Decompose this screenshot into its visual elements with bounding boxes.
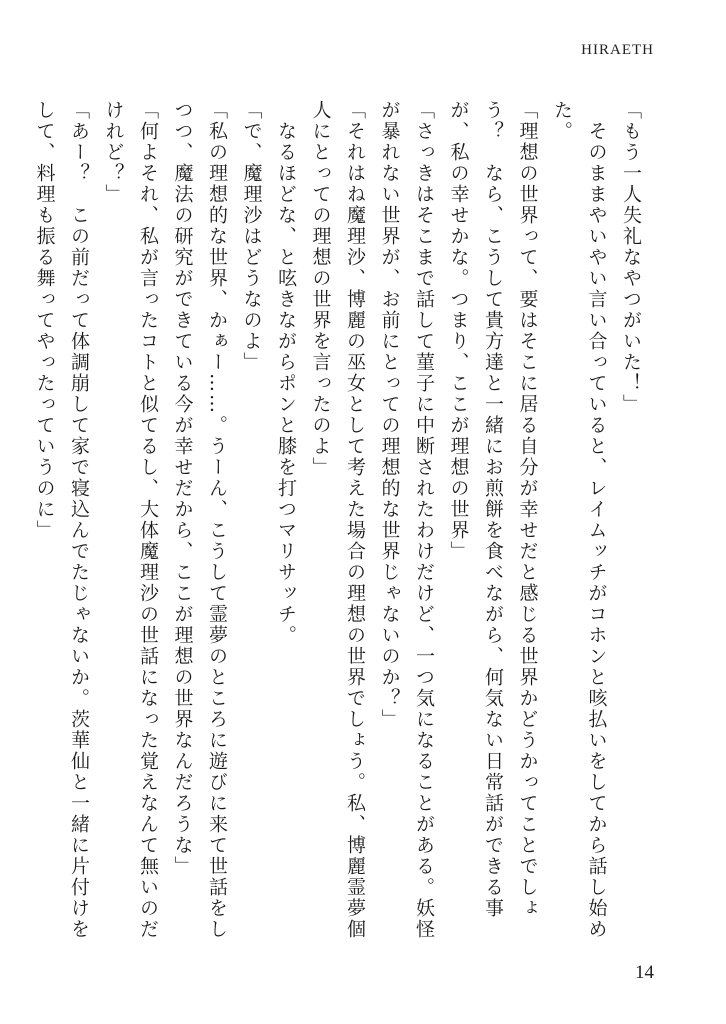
paragraph: 「あー？ この前だって体調崩して家で寝込んでたじゃないか。茨華仙と一緒に片付けをして、料理も振る舞ってやったっていうのに」	[33, 100, 90, 940]
paragraph: 「何よそれ、私が言ったコトと似てるし、大体魔理沙の世話になった覚えなんて無いのだけれど？」	[102, 100, 159, 940]
paragraph: 「理想の世界って、要はそこに居る自分が幸せだと感じる世界かどうかってことでしょう？ なら、こうして貴方達と一緒にお煎餅を食べながら、何気ない日常話ができる事が、私の幸せかな。つまり、ここが理想の世界」	[447, 100, 539, 919]
paragraph: 「で、魔理沙はどうなのよ」	[240, 100, 263, 373]
paragraph: なるほどな、と呟きながらポンと膝を打つマリサッチ。	[275, 100, 297, 646]
paragraph: 「それはね魔理沙、博麗の巫女として考えた場合の理想の世界でしょう。私、博麗霊夢個人にとっての理想の世界を言ったのよ」	[309, 100, 366, 940]
paragraph: そのままやいやい言い合っていると、レイムッチがコホンと咳払いをしてから話し始めた。	[551, 100, 608, 940]
paragraph: 「さっきはそこまで話して菫子に中断されたわけだけど、一つ気になることがある。妖怪が暴れない世界が、お前にとっての理想的な世界じゃないのか？」	[378, 100, 435, 940]
paragraph: 「もう一人失礼なやつがいた！」	[620, 100, 642, 415]
paragraph: 「私の理想的な世界、かぁー……。うーん、こうして霊夢のところに遊びに来て世話をしつつ、魔法の研究ができている今が幸せだから、ここが理想の世界なんだろうな」	[171, 100, 228, 940]
vertical-body-text	[33, 100, 648, 950]
running-header: HIRAETH	[581, 42, 654, 58]
page-number: 14	[635, 962, 654, 983]
